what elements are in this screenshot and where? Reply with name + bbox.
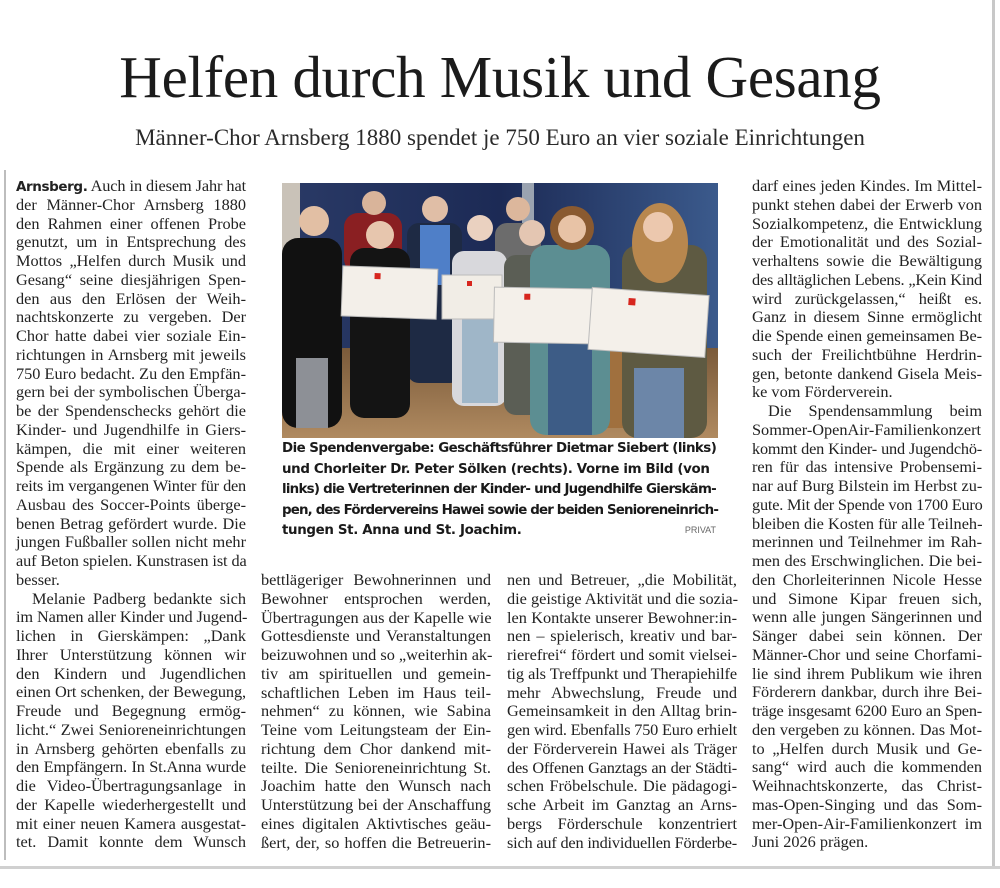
article-text-line [752,590,982,609]
article-text-line [16,796,246,815]
line-text: verhaltens sowie die Bewältigung [752,251,982,270]
article-text-line [16,402,246,421]
article-text-line [752,683,982,702]
article-text-line [16,290,246,309]
article-text-line [16,590,246,609]
article-text-line [16,608,246,627]
line-text: jungen Fußballer sollen nicht mehr [16,532,246,552]
line-text: Gemeinsamkeit in den Alltag brin- [507,701,737,721]
line-text: benen Betrag gefördert wurde. Die [16,513,246,533]
article-text-line [752,440,982,459]
article-photo [282,183,718,438]
line-text: kommt den Kinder- und Jugendchö- [752,438,982,458]
line-text: Unterstützung bei der Anschaffung [261,795,491,814]
article-text-line [16,683,246,702]
article-text-line [16,702,246,721]
line-text: schaftlichen Leben im Haus teil- [261,682,491,702]
line-text: Sommer-OpenAir-Familienkonzert [752,419,982,439]
line-text: Teine vom Leitungsteam der Ein- [261,720,491,739]
article-text-line [752,740,982,759]
line-text: besser. [16,569,60,589]
line-text: len Kontakte unserer Bewohner:in- [507,607,737,627]
article-text-line [507,571,737,590]
line-text: Sänger dabei sein können. Der [752,626,982,645]
line-text: schen Fröbelschule. Die pädagogi- [507,776,737,796]
line-text: Übertragungen aus der Kapelle wie [261,607,492,627]
line-text: gen wird. Ebenfalls 750 Euro erhielt [507,720,737,739]
article-text-line [752,402,982,421]
line-text: die geistige Aktivität und die sozia- [507,588,739,608]
article-text-line [16,233,246,252]
line-text: träge insgesamt 6200 Euro an Spen- [752,701,982,720]
photo-credit: PRIVAT [684,525,716,536]
article-text-line [752,665,982,684]
caption-line: links) die Vertreterinnen der Kinder- und Jugendhilfe Gierskäm- [282,482,716,498]
line-text: einen Ort schenken, der Bewegung, [16,682,246,702]
article-text-line [261,740,491,759]
article-column-3 [507,571,737,852]
article-text-line [507,834,737,853]
line-text: reits im vergangenen Winter für den [16,476,246,495]
article-text-line [16,440,246,459]
subheadline: Männer-Chor Arnsberg 1880 spendet je 750 Euro an vier soziale Einrichtungen [135,125,865,150]
line-text: men des Erschwinglichen. Die bei- [752,551,982,570]
line-text: tig als Treffpunkt und Therapiehilfe [507,663,737,683]
article-column-4 [752,177,982,852]
line-text: lichen in Gierskämpen: „Dank [16,626,246,645]
article-text-line [16,815,246,834]
line-text: mas-Open-Singing und das Som- [752,794,982,814]
article-text-line [507,759,737,778]
line-text: punkt stehen dabei der Erwerb von [752,194,982,214]
line-text: Juni 2026 prägen. [752,832,869,852]
line-text: den Kindern und Jugendlichen [16,663,246,683]
article-text-line [16,252,246,271]
line-text: den aus den Erlösen der Weih- [16,288,246,308]
line-text: Mottos „Helfen durch Musik und [16,251,246,270]
line-text: 750 Euro bedacht. Zu den Empfän- [16,363,246,383]
article-text-line [16,421,246,440]
line-text: Auch in diesem Jahr hat [90,176,246,195]
line-text: bettlägeriger Bewohnerinnen und [261,570,491,589]
line-text: such der Freilichtbühne Herdrin- [752,344,982,364]
line-text: des alltäglichen Lebens. „Kein Kind [752,269,982,289]
article-text-line [16,477,246,496]
line-text: Kinder- und Jugendhilfe in Giers- [16,419,246,439]
line-text: den Chorleiterinnen Nicole Hesse [752,569,982,589]
article-text-line [16,458,246,477]
article-text-line [16,196,246,215]
article-text-line [752,215,982,234]
article-text-line [507,646,737,665]
article-text-line [16,758,246,777]
line-text: richtung dem Chor dankend mit- [261,738,491,758]
article-text-line [752,308,982,327]
line-text: mehr Abwechslung, Freude und [507,682,737,702]
article-text-line [752,252,982,271]
article-text-line [752,552,982,571]
article-text-line [16,571,246,590]
article-text-line [507,665,737,684]
article-text-line [752,796,982,815]
line-text: und Simone Kipar freuen sich, [752,588,982,608]
article-text-line [752,777,982,796]
line-text: kämpen, die mit einer weiteren [16,438,246,458]
line-text: wird zurückgelassen,“ heißt es. [752,288,982,308]
article-text-line [507,740,737,759]
caption-line: und Chorleiter Dr. Peter Sölken (rechts). Vorne im Bild (von [282,461,710,477]
line-text: beizuwohnen und so „weiterhin ak- [261,645,493,664]
article-text-line [752,608,982,627]
article-column-2 [261,571,491,852]
line-text: bleiben die Kosten für alle Teilneh- [752,513,983,533]
line-text: den vergeben zu können. Das Mot- [752,719,982,739]
line-text: der Kapelle wiederhergestellt und [16,794,246,814]
line-text: ke vom Förderverein. [752,382,893,402]
caption-line: pen, des Fördervereins Hawei sowie der beiden Senioreneinrich- [282,502,719,518]
article-text-line [261,796,491,815]
article-text-line [261,571,491,590]
article-text-line [16,552,246,571]
article-text-line [261,759,491,778]
article-text-line [261,684,491,703]
article-text-line [752,833,982,852]
line-text: Weihnachtskonzerte, das Christ- [752,776,982,795]
line-text: die Spende einen gemeinsamen Be- [752,326,982,345]
article-text-line [507,777,737,796]
article-text-line [16,646,246,665]
group-photo-illustration [282,183,718,438]
line-text: Freude und Begegnung ermög- [16,701,246,720]
article-text-line [752,758,982,777]
article-text-line [752,477,982,496]
line-text: Gesang“ seine diesjährigen Spen- [16,269,246,289]
line-text: Chor hatte dabei vier soziale Ein- [16,326,246,345]
line-text: auf Beton spielen. Kunstrasen ist da [16,551,247,570]
article-text-line [507,702,737,721]
line-text: nen – spielerisch, kreativ und bar- [507,626,737,646]
article-text-line [16,327,246,346]
line-text: ren für das intensive Probensemi- [752,457,982,477]
article-text-line [752,515,982,534]
line-text: nen und Betreuer, „die Mobilität, [507,570,737,589]
article-text-line [261,609,491,628]
line-text: im Namen aller Kinder und Jugend- [16,607,248,627]
line-text: nachtskonzerte zu vergeben. Der [16,307,246,327]
article-column-1 [16,177,246,852]
article-text-line [752,496,982,515]
article-text-line [261,627,491,646]
article-text-line [261,815,491,834]
line-text: mer-Open-Air-Familienkonzert im [752,813,982,833]
caption-line: Die Spendenvergabe: Geschäftsführer Dietmar Siebert (links) [282,441,717,456]
line-text: merinnen und Teilnehmer im Rah- [752,532,982,552]
article-text-line [752,815,982,834]
line-text: Die Spendensammlung beim [768,401,982,420]
line-text: der Männer-Chor Arnsberg 1880 [16,194,246,214]
article-text-line [261,777,491,796]
line-text: Ausbau des Soccer-Points überge- [16,494,246,514]
line-text: die Video-Übertragungsanlage in [16,776,246,795]
line-text: nar auf Burg Bilstein im Herbst zu- [752,476,983,495]
line-text: wenn alle jungen Sängerinnen und [752,607,982,627]
article-text-line [261,646,491,665]
photo-caption [282,439,718,542]
headline: Helfen durch Musik und Gesang [119,44,881,110]
article-text-line [507,590,737,609]
line-text: gute. Mit der Spende von 1700 Euro [752,494,983,514]
line-text: rierefrei“ fördert und somit vielsei- [507,645,737,664]
article-text-line [16,665,246,684]
article-text-line [261,702,491,721]
article-text-line [16,365,246,384]
line-text: richtungen in Arnsberg mit jeweils [16,344,246,364]
line-text: sich auf den individuellen Förderbe- [507,832,737,852]
article-text-line [16,271,246,290]
article-text-line [261,834,491,853]
article-text-line [752,327,982,346]
line-text: Sozialkompetenz, die Entwicklung [752,213,982,233]
article-text-line [16,346,246,365]
line-text: Ganz in diesem Sinne ermöglicht [752,307,982,327]
article-text-line [16,177,246,196]
article-text-line [752,177,982,196]
article-text-line [752,233,982,252]
article-text-line [752,571,982,590]
line-text: den Rahmen einer offenen Probe [16,213,246,233]
line-text: Gottesdienste und Veranstaltungen [261,626,491,646]
article-text-line [16,383,246,402]
line-text: den Empfängern. In St.Anna wurde [16,757,246,777]
article-text-line [507,684,737,703]
line-text: be der Spendenschecks gehört die [16,401,246,420]
line-text: sang“ wird auch die kommenden [752,757,982,777]
line-text: der Emotionalität und des Sozial- [752,232,982,252]
article-text-line [507,815,737,834]
line-text: darf eines jeden Kindes. Im Mittel- [752,176,982,195]
line-text: Melanie Padberg bedankte sich [32,588,246,608]
line-text: in Arnsberg gehörten ebenfalls zu [16,738,246,758]
article-text-line [752,196,982,215]
line-text: eines digitalen Aktivtisches geäu- [261,813,491,833]
article-text-line [752,721,982,740]
line-text: tet. Damit konnte dem Wunsch [16,832,246,852]
article-text-line [752,346,982,365]
article-text-line [752,533,982,552]
article-text-line [507,796,737,815]
article-text-line [507,721,737,740]
article-text-line [16,533,246,552]
line-text: teilte. Die Senioreneinrichtung St. [261,757,491,777]
article-text-line [752,702,982,721]
line-text: ßert, der, so hoffen die Betreuerin- [261,832,491,852]
article-text-line [752,365,982,384]
line-text: tiv am spirituellen und gemein- [261,663,491,683]
line-text: sche Arbeit im Ganztag an Arns- [507,795,737,814]
line-text: to „Helfen durch Musik und Ge- [752,738,982,758]
article-text-line [261,721,491,740]
article-text-line [752,627,982,646]
line-text: Spende als Ergänzung zu dem be- [16,457,246,477]
line-text: lie sind ihrem Publikum wie ihren [752,663,982,683]
line-text: bergs Förderschule konzentriert [507,813,737,833]
page-border-bottom [0,866,1000,869]
caption-line: tungen St. Anna und St. Joachim. [282,523,522,539]
article-text-line [16,627,246,646]
article-text-line [752,271,982,290]
line-text: Männer-Chor und seine Chorfami- [752,644,982,664]
line-text: Ihrer Unterstützung können wir [16,644,246,664]
article-text-line [16,777,246,796]
dateline: Arnsberg. [16,179,88,195]
article-text-line [16,215,246,234]
article-text-line [16,308,246,327]
line-text: des Offenen Ganztags an der Städti- [507,757,737,777]
article-text-line [752,421,982,440]
article-text-line [507,627,737,646]
line-text: gen, betonte dankend Gisela Meis- [752,363,982,383]
article-text-line [16,740,246,759]
article-text-line [752,458,982,477]
line-text: Bewohner entsprochen werden, [261,588,491,608]
article-text-line [16,721,246,740]
line-text: der Förderverein Hawei als Träger [507,738,737,758]
page-border-left [4,170,6,860]
line-text: nehmen“ zu können, wie Sabina [261,701,491,721]
article-text-line [752,383,982,402]
line-text: genutzt, um in Entsprechung des [16,232,246,252]
article-text-line [261,665,491,684]
article-text-line [752,290,982,309]
article-text-line [507,609,737,628]
article-text-line [752,646,982,665]
line-text: gern bei der symbolischen Überga- [16,382,246,402]
line-text: licht.“ Zwei Senioreneinrichtungen [16,719,246,739]
line-text: Joachim hatte den Wunsch nach [261,776,491,796]
line-text: Förderern dankbar, durch ihre Bei- [752,682,982,702]
article-text-line [16,496,246,515]
line-text: mit einer neuen Kamera ausgestat- [16,813,246,833]
article-text-line [261,590,491,609]
article-text-line [16,833,246,852]
article-text-line [16,515,246,534]
